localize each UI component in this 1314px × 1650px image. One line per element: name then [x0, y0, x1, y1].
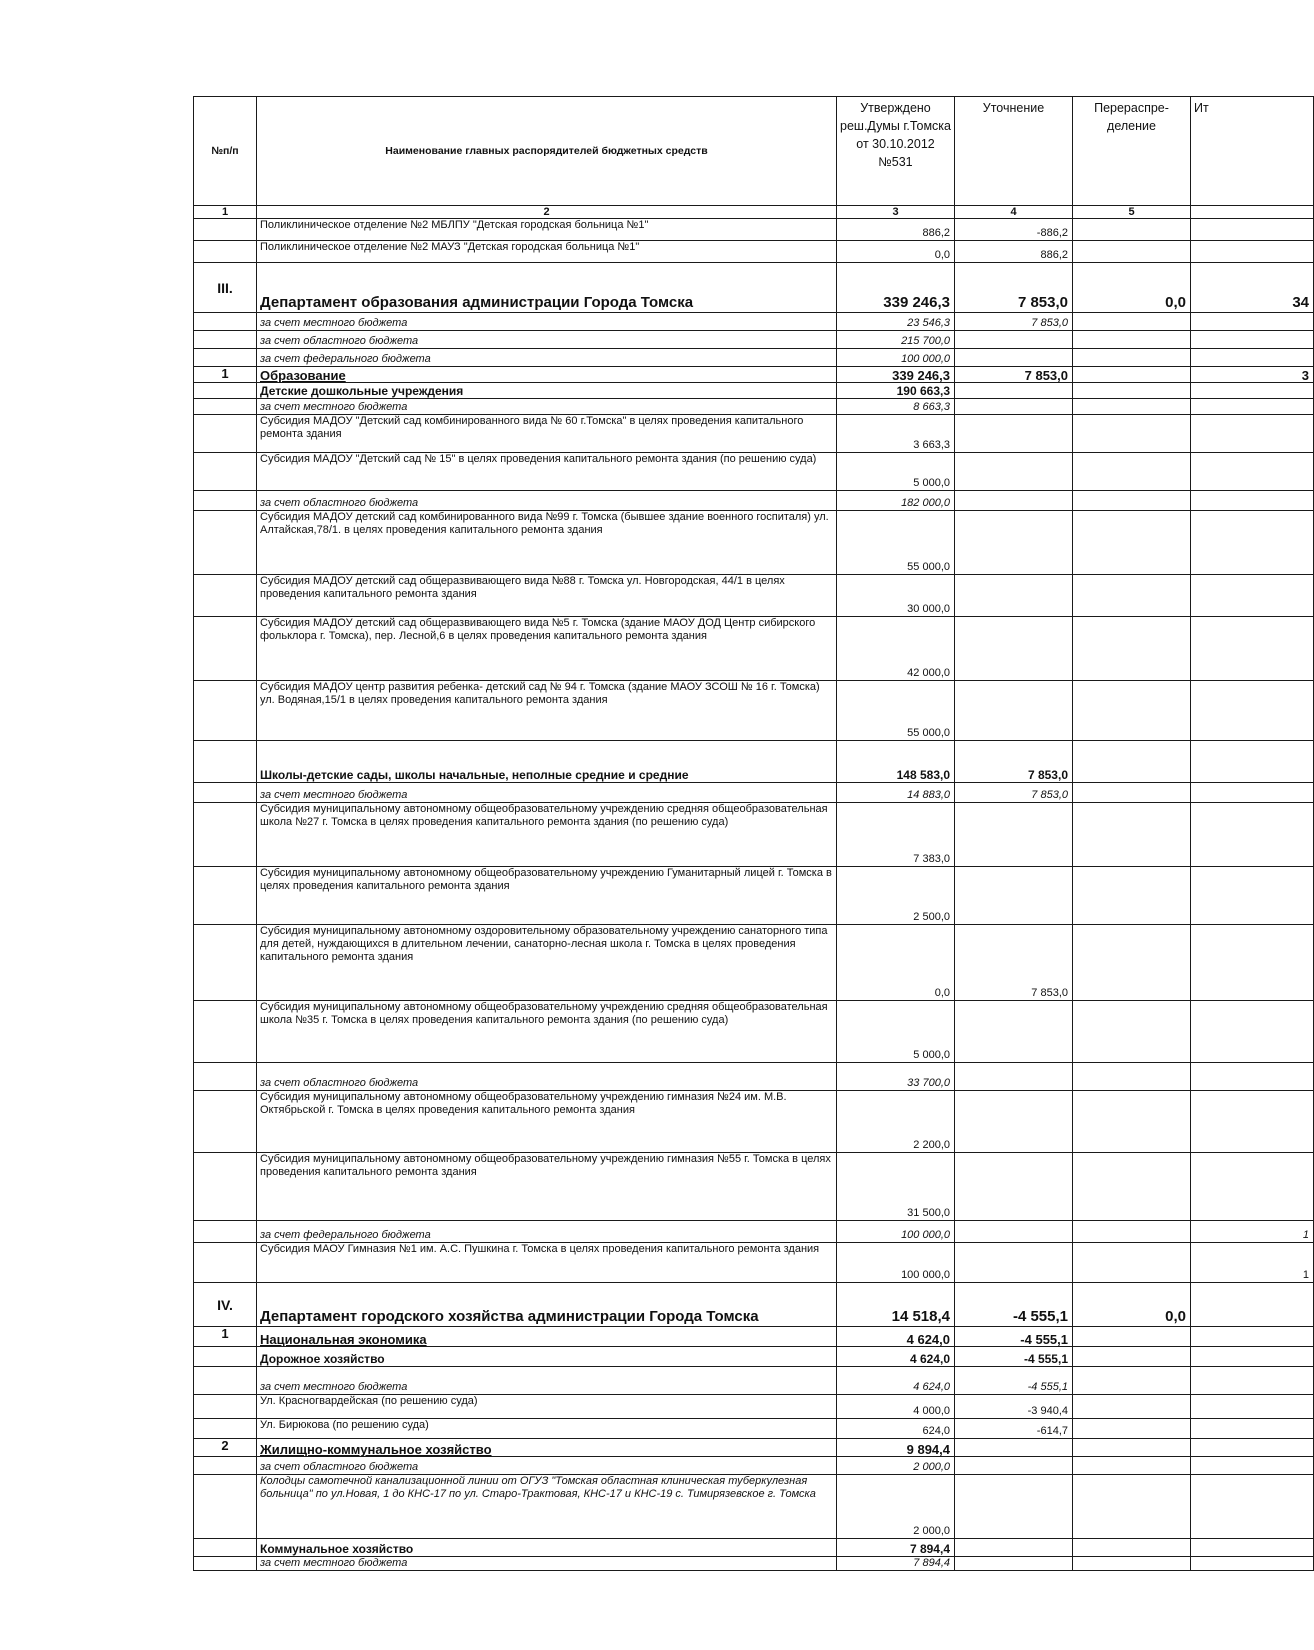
- row-redistribution-value: [1073, 1001, 1191, 1063]
- table-row: [194, 511, 1314, 575]
- row-name-text: Национальная экономика: [260, 1332, 427, 1347]
- row-clarification-value: -3 940,4: [955, 1395, 1073, 1419]
- table-row: [194, 1395, 1314, 1419]
- table-row: [194, 1221, 1314, 1243]
- row-approved-value: 2 000,0: [837, 1475, 955, 1539]
- row-number: [194, 925, 257, 1001]
- row-number: [194, 415, 257, 453]
- row-total-value: 34: [1191, 263, 1314, 313]
- row-total-value: [1191, 241, 1314, 263]
- column-number: 3: [837, 206, 955, 219]
- table-row: [194, 1091, 1314, 1153]
- row-name: за счет местного бюджета: [257, 783, 837, 803]
- row-name: Субсидия МАДОУ "Детский сад № 15" в целях проведения капитального ремонта здания (по решению суда): [257, 453, 837, 491]
- table-row: [194, 1063, 1314, 1091]
- table-row: [194, 741, 1314, 783]
- row-clarification-value: [955, 1001, 1073, 1063]
- column-number: 4: [955, 206, 1073, 219]
- row-name: за счет местного бюджета: [257, 1557, 837, 1571]
- row-clarification-value: [955, 1221, 1073, 1243]
- row-number: [194, 331, 257, 349]
- row-clarification-value: [955, 867, 1073, 925]
- row-redistribution-value: [1073, 1063, 1191, 1091]
- row-number: [194, 511, 257, 575]
- row-redistribution-value: [1073, 1457, 1191, 1475]
- row-approved-value: 30 000,0: [837, 575, 955, 617]
- header-clarification: Уточнение: [955, 97, 1073, 206]
- row-number: IV.: [194, 1283, 257, 1327]
- table-row: [194, 617, 1314, 681]
- row-approved-value: 7 894,4: [837, 1539, 955, 1557]
- row-total-value: [1191, 1539, 1314, 1557]
- row-number: [194, 681, 257, 741]
- budget-sheet: [193, 96, 1309, 1650]
- row-redistribution-value: [1073, 741, 1191, 783]
- row-number: [194, 1221, 257, 1243]
- row-total-value: [1191, 1091, 1314, 1153]
- row-name: за счет областного бюджета: [257, 1457, 837, 1475]
- row-clarification-value: 7 853,0: [955, 783, 1073, 803]
- header-row: [194, 97, 1314, 206]
- row-approved-value: 4 624,0: [837, 1367, 955, 1395]
- row-total-value: [1191, 1283, 1314, 1327]
- row-total-value: [1191, 1367, 1314, 1395]
- row-total-value: [1191, 681, 1314, 741]
- row-approved-value: 7 894,4: [837, 1557, 955, 1571]
- column-number: 1: [194, 206, 257, 219]
- row-number: [194, 1475, 257, 1539]
- table-row: [194, 1457, 1314, 1475]
- row-clarification-value: 7 853,0: [955, 741, 1073, 783]
- row-redistribution-value: [1073, 575, 1191, 617]
- row-name: Субсидия МАДОУ детский сад общеразвивающего вида №5 г. Томска (здание МАОУ ДОД Центр сибирского фольклора г. Томска), пер. Лесной,6 в целях проведения капитального ремонта здания: [257, 617, 837, 681]
- row-number: [194, 1557, 257, 1571]
- row-name: Субсидия МАДОУ детский сад комбинированного вида №99 г. Томска (бывшее здание военного госпиталя) ул. Алтайская,78/1. в целях проведения капитального ремонта здания: [257, 511, 837, 575]
- table-row: [194, 1367, 1314, 1395]
- row-name: за счет областного бюджета: [257, 331, 837, 349]
- row-total-value: [1191, 575, 1314, 617]
- table-row: [194, 783, 1314, 803]
- table-row: [194, 367, 1314, 383]
- row-approved-value: 5 000,0: [837, 453, 955, 491]
- row-name: за счет местного бюджета: [257, 399, 837, 415]
- row-name: Субсидия муниципальному автономному общеобразовательному учреждению гимназия №55 г. Томска в целях проведения капитального ремонта здания: [257, 1153, 837, 1221]
- row-name: Школы-детские сады, школы начальные, неполные средние и средние: [257, 741, 837, 783]
- row-redistribution-value: [1073, 681, 1191, 741]
- row-total-value: [1191, 1395, 1314, 1419]
- row-total-value: [1191, 1557, 1314, 1571]
- row-total-value: [1191, 1419, 1314, 1439]
- row-approved-value: 55 000,0: [837, 681, 955, 741]
- row-approved-value: 8 663,3: [837, 399, 955, 415]
- row-clarification-value: [955, 331, 1073, 349]
- row-clarification-value: 7 853,0: [955, 925, 1073, 1001]
- row-total-value: [1191, 1457, 1314, 1475]
- row-approved-value: 23 546,3: [837, 313, 955, 331]
- row-number: [194, 1153, 257, 1221]
- row-name-text: Образование: [260, 368, 346, 383]
- table-row: [194, 313, 1314, 331]
- row-redistribution-value: [1073, 1347, 1191, 1367]
- row-total-value: [1191, 1439, 1314, 1457]
- table-row: [194, 219, 1314, 241]
- table-row: [194, 491, 1314, 511]
- row-redistribution-value: [1073, 783, 1191, 803]
- budget-table: [193, 96, 1314, 1571]
- row-total-value: [1191, 331, 1314, 349]
- row-redistribution-value: [1073, 367, 1191, 383]
- row-redistribution-value: [1073, 241, 1191, 263]
- table-row: [194, 453, 1314, 491]
- table-row: [194, 331, 1314, 349]
- row-clarification-value: [955, 1557, 1073, 1571]
- row-redistribution-value: [1073, 453, 1191, 491]
- row-clarification-value: [955, 1063, 1073, 1091]
- row-clarification-value: [955, 399, 1073, 415]
- row-clarification-value: 7 853,0: [955, 263, 1073, 313]
- row-number: [194, 453, 257, 491]
- row-name: Департамент городского хозяйства администрации Города Томска: [257, 1283, 837, 1327]
- row-number: [194, 1457, 257, 1475]
- row-approved-value: 2 500,0: [837, 867, 955, 925]
- row-total-value: 1: [1191, 1243, 1314, 1283]
- column-number: 2: [257, 206, 837, 219]
- row-redistribution-value: [1073, 219, 1191, 241]
- table-row: [194, 925, 1314, 1001]
- row-clarification-value: [955, 383, 1073, 399]
- row-total-value: [1191, 925, 1314, 1001]
- row-number: 1: [194, 367, 257, 383]
- table-row: [194, 1283, 1314, 1327]
- row-number: [194, 383, 257, 399]
- table-row: [194, 1243, 1314, 1283]
- row-approved-value: 0,0: [837, 925, 955, 1001]
- row-approved-value: 5 000,0: [837, 1001, 955, 1063]
- table-row: [194, 349, 1314, 367]
- row-clarification-value: 7 853,0: [955, 367, 1073, 383]
- row-redistribution-value: 0,0: [1073, 263, 1191, 313]
- row-clarification-value: [955, 1091, 1073, 1153]
- row-redistribution-value: [1073, 803, 1191, 867]
- row-redistribution-value: [1073, 867, 1191, 925]
- row-redistribution-value: [1073, 383, 1191, 399]
- row-number: [194, 1367, 257, 1395]
- row-total-value: [1191, 415, 1314, 453]
- row-number: [194, 1395, 257, 1419]
- row-clarification-value: [955, 511, 1073, 575]
- row-approved-value: 4 000,0: [837, 1395, 955, 1419]
- row-approved-value: 886,2: [837, 219, 955, 241]
- header-number: №п/п: [194, 97, 257, 206]
- row-name: [257, 1439, 837, 1457]
- table-row: [194, 1153, 1314, 1221]
- row-total-value: [1191, 383, 1314, 399]
- row-total-value: [1191, 867, 1314, 925]
- row-redistribution-value: [1073, 1221, 1191, 1243]
- row-clarification-value: [955, 1475, 1073, 1539]
- table-row: [194, 241, 1314, 263]
- row-approved-value: 190 663,3: [837, 383, 955, 399]
- row-total-value: [1191, 349, 1314, 367]
- row-total-value: [1191, 1347, 1314, 1367]
- row-total-value: [1191, 219, 1314, 241]
- row-clarification-value: [955, 1153, 1073, 1221]
- row-total-value: [1191, 1475, 1314, 1539]
- row-name: Коммунальное хозяйство: [257, 1539, 837, 1557]
- row-approved-value: 182 000,0: [837, 491, 955, 511]
- row-total-value: 3: [1191, 367, 1314, 383]
- table-body: [194, 219, 1314, 1571]
- table-row: [194, 1419, 1314, 1439]
- row-clarification-value: [955, 617, 1073, 681]
- row-number: [194, 803, 257, 867]
- row-total-value: [1191, 511, 1314, 575]
- row-name: Субсидия МАОУ Гимназия №1 им. А.С. Пушкина г. Томска в целях проведения капитального ремонта здания: [257, 1243, 837, 1283]
- row-total-value: [1191, 1153, 1314, 1221]
- row-number: [194, 575, 257, 617]
- row-redistribution-value: [1073, 1439, 1191, 1457]
- table-row: [194, 1439, 1314, 1457]
- row-total-value: [1191, 491, 1314, 511]
- row-name: Субсидия муниципальному автономному общеобразовательному учреждению средняя общеобразовательная школа №27 г. Томска в целях проведения капитального ремонта здания (по решению суда): [257, 803, 837, 867]
- row-clarification-value: -614,7: [955, 1419, 1073, 1439]
- row-number: [194, 491, 257, 511]
- row-redistribution-value: [1073, 313, 1191, 331]
- row-name: за счет областного бюджета: [257, 1063, 837, 1091]
- row-clarification-value: -4 555,1: [955, 1327, 1073, 1347]
- row-total-value: [1191, 803, 1314, 867]
- row-redistribution-value: [1073, 1419, 1191, 1439]
- row-redistribution-value: [1073, 331, 1191, 349]
- row-redistribution-value: [1073, 925, 1191, 1001]
- row-name: за счет областного бюджета: [257, 491, 837, 511]
- row-approved-value: 4 624,0: [837, 1327, 955, 1347]
- row-approved-value: 100 000,0: [837, 349, 955, 367]
- row-redistribution-value: [1073, 399, 1191, 415]
- row-redistribution-value: [1073, 511, 1191, 575]
- row-number: [194, 1347, 257, 1367]
- row-name: за счет местного бюджета: [257, 313, 837, 331]
- row-approved-value: 100 000,0: [837, 1221, 955, 1243]
- row-approved-value: 42 000,0: [837, 617, 955, 681]
- row-clarification-value: [955, 803, 1073, 867]
- row-clarification-value: [955, 349, 1073, 367]
- row-number: [194, 1539, 257, 1557]
- row-approved-value: 339 246,3: [837, 263, 955, 313]
- row-name: Департамент образования администрации Города Томска: [257, 263, 837, 313]
- row-redistribution-value: [1073, 1327, 1191, 1347]
- row-redistribution-value: [1073, 349, 1191, 367]
- table-row: [194, 575, 1314, 617]
- row-clarification-value: [955, 1457, 1073, 1475]
- row-clarification-value: 7 853,0: [955, 313, 1073, 331]
- row-name: Субсидия МАДОУ детский сад общеразвивающего вида №88 г. Томска ул. Новгородская, 44/1 в целях проведения капитального ремонта здания: [257, 575, 837, 617]
- row-redistribution-value: [1073, 1153, 1191, 1221]
- table-row: [194, 867, 1314, 925]
- row-name-text: Жилищно-коммунальное хозяйство: [260, 1442, 492, 1457]
- row-redistribution-value: [1073, 617, 1191, 681]
- row-number: [194, 617, 257, 681]
- row-redistribution-value: 0,0: [1073, 1283, 1191, 1327]
- row-approved-value: 2 000,0: [837, 1457, 955, 1475]
- row-approved-value: 339 246,3: [837, 367, 955, 383]
- row-redistribution-value: [1073, 1475, 1191, 1539]
- row-number: [194, 399, 257, 415]
- row-number: [194, 349, 257, 367]
- row-clarification-value: [955, 1539, 1073, 1557]
- row-approved-value: 9 894,4: [837, 1439, 955, 1457]
- table-row: [194, 399, 1314, 415]
- table-row: [194, 803, 1314, 867]
- row-clarification-value: -886,2: [955, 219, 1073, 241]
- row-approved-value: 148 583,0: [837, 741, 955, 783]
- row-number: [194, 1091, 257, 1153]
- row-approved-value: 4 624,0: [837, 1347, 955, 1367]
- column-number-row: [194, 206, 1314, 219]
- row-name: Субсидия муниципальному автономному общеобразовательному учреждению средняя общеобразовательная школа №35 г. Томска в целях проведения капитального ремонта здания (по решению суда): [257, 1001, 837, 1063]
- row-total-value: [1191, 1063, 1314, 1091]
- row-clarification-value: [955, 453, 1073, 491]
- row-number: [194, 1419, 257, 1439]
- row-number: 2: [194, 1439, 257, 1457]
- row-clarification-value: -4 555,1: [955, 1283, 1073, 1327]
- row-total-value: [1191, 453, 1314, 491]
- row-name: за счет федерального бюджета: [257, 349, 837, 367]
- column-number: 5: [1073, 206, 1191, 219]
- row-number: III.: [194, 263, 257, 313]
- row-approved-value: 624,0: [837, 1419, 955, 1439]
- row-total-value: [1191, 741, 1314, 783]
- row-number: [194, 219, 257, 241]
- row-name: Субсидия муниципальному автономному оздоровительному образовательному учреждению санаторного типа для детей, нуждающихся в длительном лечении, санаторно-лесная школа г. Томска в целях проведения капитального ремонта здания: [257, 925, 837, 1001]
- row-name: за счет местного бюджета: [257, 1367, 837, 1395]
- row-total-value: [1191, 617, 1314, 681]
- row-total-value: [1191, 399, 1314, 415]
- row-name: Субсидия МАДОУ "Детский сад комбинированного вида № 60 г.Томска" в целях проведения капитального ремонта здания: [257, 415, 837, 453]
- row-total-value: [1191, 1001, 1314, 1063]
- table-row: [194, 681, 1314, 741]
- row-name: Субсидия МАДОУ центр развития ребенка- детский сад № 94 г. Томска (здание МАОУ ЗСОШ № 16 г. Томска) ул. Водяная,15/1 в целях проведения капитального ремонта здания: [257, 681, 837, 741]
- row-clarification-value: [955, 681, 1073, 741]
- row-approved-value: 55 000,0: [837, 511, 955, 575]
- row-redistribution-value: [1073, 1557, 1191, 1571]
- row-approved-value: 100 000,0: [837, 1243, 955, 1283]
- header-redistribution: Перераспре-деление: [1073, 97, 1191, 206]
- row-redistribution-value: [1073, 1395, 1191, 1419]
- row-number: [194, 1063, 257, 1091]
- row-clarification-value: [955, 575, 1073, 617]
- row-approved-value: 14 518,4: [837, 1283, 955, 1327]
- row-number: [194, 1001, 257, 1063]
- row-name: Ул. Бирюкова (по решению суда): [257, 1419, 837, 1439]
- row-approved-value: 3 663,3: [837, 415, 955, 453]
- row-name: [257, 367, 837, 383]
- row-clarification-value: [955, 1243, 1073, 1283]
- row-clarification-value: [955, 1439, 1073, 1457]
- row-clarification-value: -4 555,1: [955, 1367, 1073, 1395]
- row-number: [194, 313, 257, 331]
- row-name: Поликлиническое отделение №2 МБЛПУ "Детская городская больница №1": [257, 219, 837, 241]
- row-name: Детские дошкольные учреждения: [257, 383, 837, 399]
- row-clarification-value: 886,2: [955, 241, 1073, 263]
- table-row: [194, 1347, 1314, 1367]
- row-total-value: [1191, 1327, 1314, 1347]
- row-number: 1: [194, 1327, 257, 1347]
- row-approved-value: 7 383,0: [837, 803, 955, 867]
- row-approved-value: 215 700,0: [837, 331, 955, 349]
- row-name: Поликлиническое отделение №2 МАУЗ "Детская городская больница №1": [257, 241, 837, 263]
- row-approved-value: 33 700,0: [837, 1063, 955, 1091]
- row-number: [194, 1243, 257, 1283]
- table-row: [194, 1557, 1314, 1571]
- row-number: [194, 241, 257, 263]
- table-row: [194, 383, 1314, 399]
- row-number: [194, 783, 257, 803]
- row-name: Колодцы самотечной канализационной линии от ОГУЗ "Томская областная клиническая туберкулезная больница" по ул.Новая, 1 до КНС-17 по ул. Старо-Трактовая, КНС-17 и КНС-19 с. Тимирязевское г. Томска: [257, 1475, 837, 1539]
- row-name: Субсидия муниципальному автономному общеобразовательному учреждению гимназия №24 им. М.В. Октябрьской г. Томска в целях проведения капитального ремонта здания: [257, 1091, 837, 1153]
- row-number: [194, 867, 257, 925]
- table-row: [194, 1539, 1314, 1557]
- row-name: [257, 1327, 837, 1347]
- row-name: Субсидия муниципальному автономному общеобразовательному учреждению Гуманитарный лицей г. Томска в целях проведения капитального ремонта здания: [257, 867, 837, 925]
- header-name: Наименование главных распорядителей бюджетных средств: [257, 97, 837, 206]
- row-clarification-value: [955, 491, 1073, 511]
- row-redistribution-value: [1073, 1539, 1191, 1557]
- row-number: [194, 741, 257, 783]
- row-name: за счет федерального бюджета: [257, 1221, 837, 1243]
- header-approved: Утверждено реш.Думы г.Томска от 30.10.2012 №531: [837, 97, 955, 206]
- row-clarification-value: [955, 415, 1073, 453]
- column-number: [1191, 206, 1314, 219]
- header-total: Ит: [1191, 97, 1314, 206]
- row-total-value: [1191, 313, 1314, 331]
- row-redistribution-value: [1073, 1243, 1191, 1283]
- row-approved-value: 31 500,0: [837, 1153, 955, 1221]
- row-name: Ул. Красногвардейская (по решению суда): [257, 1395, 837, 1419]
- row-redistribution-value: [1073, 1091, 1191, 1153]
- row-total-value: 1: [1191, 1221, 1314, 1243]
- table-row: [194, 1327, 1314, 1347]
- row-approved-value: 0,0: [837, 241, 955, 263]
- row-total-value: [1191, 783, 1314, 803]
- row-redistribution-value: [1073, 491, 1191, 511]
- row-approved-value: 14 883,0: [837, 783, 955, 803]
- row-redistribution-value: [1073, 415, 1191, 453]
- table-row: [194, 1475, 1314, 1539]
- table-row: [194, 415, 1314, 453]
- table-row: [194, 263, 1314, 313]
- row-clarification-value: -4 555,1: [955, 1347, 1073, 1367]
- table-row: [194, 1001, 1314, 1063]
- row-name: Дорожное хозяйство: [257, 1347, 837, 1367]
- row-approved-value: 2 200,0: [837, 1091, 955, 1153]
- row-redistribution-value: [1073, 1367, 1191, 1395]
